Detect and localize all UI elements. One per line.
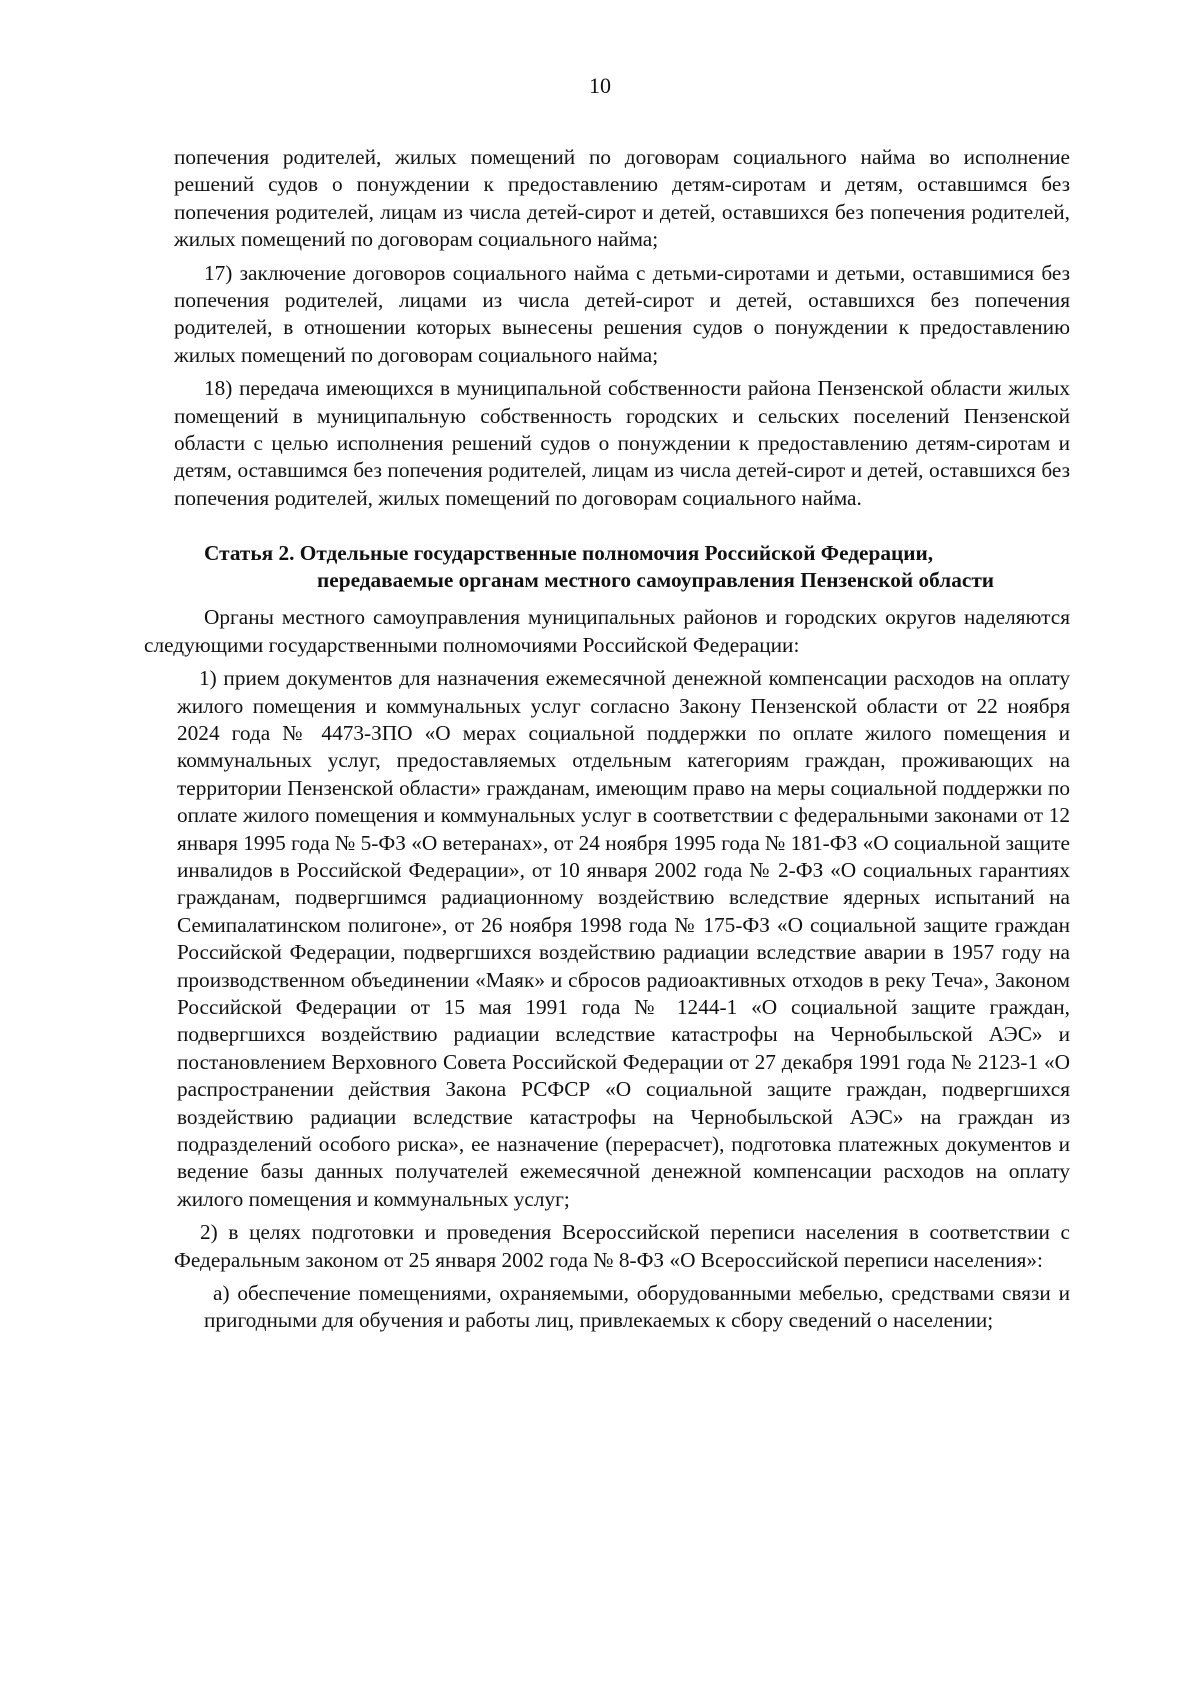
page-number: 10 xyxy=(589,73,611,98)
article-2-heading: Статья 2. Отдельные государственные полномочия Российской Федерации, передаваемые органам местного самоуправления Пензенской области xyxy=(204,541,995,593)
document-body xyxy=(144,144,1070,1335)
paragraph-item-18: 18) передача имеющихся в муниципальной собственности района Пензенской области жилых помещений в муниципальную собственность городских и сельских поселений Пензенской области с целью исполнения решений судов о понуждении к предоставлению детям-сиротам и детям, оставшимся без попечения родителей, лицам из числа детей-сирот и детей, оставшихся без попечения родителей, жилых помещений по договорам социального найма. xyxy=(174,376,1070,510)
article-2-item-2: 2) в целях подготовки и проведения Всероссийской переписи населения в соответствии с Федеральным законом от 25 января 2002 года № 8-ФЗ «О Всероссийской переписи населения»: xyxy=(174,1220,1070,1272)
article-2-intro: Органы местного самоуправления муниципальных районов и городских округов наделяются следующими государственными полномочиями Российской Федерации: xyxy=(144,605,1070,657)
article-2-item-2-subitem-a: а) обеспечение помещениями, охраняемыми, оборудованными мебелью, средствами связи и пригодными для обучения и работы лиц, привлекаемых к сбору сведений о населении; xyxy=(204,1281,1070,1333)
paragraph-continuation: попечения родителей, жилых помещений по договорам социального найма во исполнение решений судов о понуждении к предоставлению детям-сиротам и детям, оставшимся без попечения родителей, лицам из числа детей-сирот и детей, оставшихся без попечения родителей, жилых помещений по договорам социального найма; xyxy=(174,145,1070,252)
paragraph-item-17: 17) заключение договоров социального найма с детьми-сиротами и детьми, оставшимися без попечения родителей, лицами из числа детей-сирот и детей, оставшихся без попечения родителей, в отношении которых вынесены решения судов о понуждении к предоставлению жилых помещений по договорам социального найма; xyxy=(174,260,1070,367)
article-2-item-1: 1) прием документов для назначения ежемесячной денежной компенсации расходов на оплату жилого помещения и коммунальных услуг согласно Закону Пензенской области от 22 ноября 2024 года № 4473-ЗПО «О мерах социальной поддержки по оплате жилого помещения и коммунальных услуг, предоставляемых отдельным категориям граждан, проживающих на территории Пензенской области» гражданам, имеющим право на меры социальной поддержки по оплате жилого помещения и коммунальных услуг в соответствии с федеральными законами от 12 января 1995 года № 5-ФЗ «О ветеранах», от 24 ноября 1995 года № 181-ФЗ «О социальной защите инвалидов в Российской Федерации», от 10 января 2002 года № 2-ФЗ «О социальных гарантиях гражданам, подвергшимся радиационному воздействию вследствие ядерных испытаний на Семипалатинском полигоне», от 26 ноября 1998 года № 175-ФЗ «О социальной защите граждан Российской Федерации, подвергшихся воздействию радиации вследствие аварии в 1957 году на производственном объединении «Маяк» и сбросов радиоактивных отходов в реку Теча», Законом Российской Федерации от 15 мая 1991 года № 1244-1 «О социальной защите граждан, подвергшихся воздействию радиации вследствие катастрофы на Чернобыльской АЭС» и постановлением Верховного Совета Российской Федерации от 27 декабря 1991 года № 2123-1 «О распространении действия Закона РСФСР «О социальной защите граждан, подвергшихся воздействию радиации вследствие катастрофы на Чернобыльской АЭС» на граждан из подразделений особого риска», ее назначение (перерасчет), подготовка платежных документов и ведение базы данных получателей ежемесячной денежной компенсации расходов на оплату жилого помещения и коммунальных услуг; xyxy=(177,666,1070,1211)
